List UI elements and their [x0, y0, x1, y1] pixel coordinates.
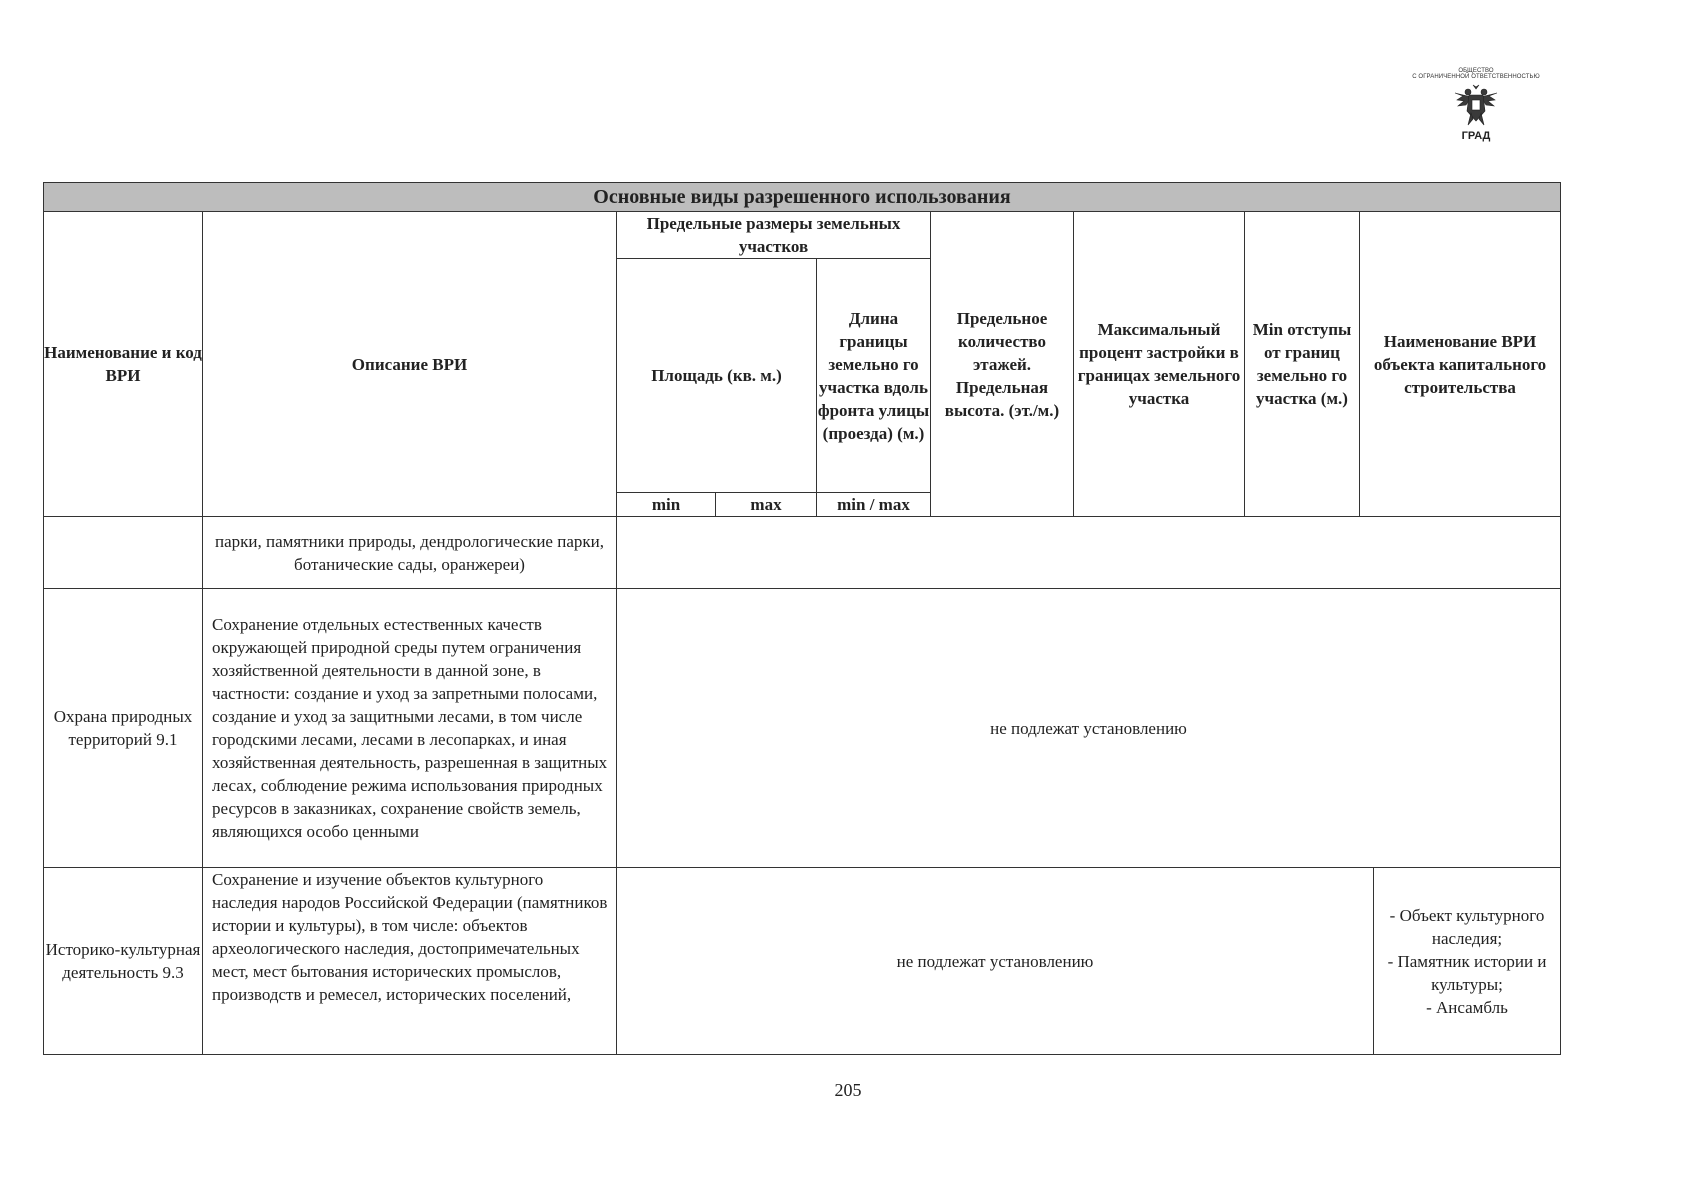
- row-params: [617, 517, 1561, 589]
- logo-org-line-1: ОБЩЕСТВО: [1458, 68, 1494, 74]
- row-name: [44, 517, 203, 589]
- table-row: [44, 517, 1561, 589]
- row-description: Сохранение и изучение объектов культурного наследия народов Российской Федерации (памятников истории и культуры), в том числе: объектов археологического наследия, достопримечательных мест, мест бытования исторических промыслов, производств и ремесел, исторических поселений,: [203, 868, 617, 1055]
- header-length-minmax: min / max: [817, 493, 931, 517]
- row-params: не подлежат установлению: [617, 868, 1374, 1055]
- row-name: Охрана природных территорий 9.1: [44, 589, 203, 868]
- logo-org-line-2: С ОГРАНИЧЕННОЙ ОТВЕТСТВЕННОСТЬЮ: [1412, 74, 1540, 80]
- header-max-percent: Максимальный процент застройки в границах земельного участка: [1074, 212, 1245, 517]
- header-boundary-length: Длина границы земельно го участка вдоль фронта улицы (проезда) (м.): [817, 259, 931, 493]
- table-row: [44, 589, 1561, 868]
- page-number: 205: [834, 1080, 862, 1100]
- header-description: Описание ВРИ: [203, 212, 617, 517]
- header-object-name: Наименование ВРИ объекта капитального строительства: [1360, 212, 1561, 517]
- table-title: Основные виды разрешенного использования: [44, 183, 1561, 212]
- header-limit-sizes: Предельные размеры земельных участков: [617, 212, 931, 259]
- row-description: парки, памятники природы, дендрологические парки, ботанические сады, оранжереи): [203, 517, 617, 589]
- header-min-setbacks: Min отступы от границ земельно го участка (м.): [1245, 212, 1360, 517]
- header-floors-height: Предельное количество этажей. Предельная высота. (эт./м.): [931, 212, 1074, 517]
- header-area-min: min: [617, 493, 716, 517]
- row-description: Сохранение отдельных естественных качеств окружающей природной среды путем ограничения хозяйственной деятельности в данной зоне, в частности: создание и уход за запретными полосами, создание и уход за защитными лесами, в том числе городскими лесами, лесами в лесопарках, и иная хозяйственная деятельность, разрешенная в защитных лесах, соблюдение режима использования природных ресурсов в заказниках, сохранение свойств земель, являющихся особо ценными: [203, 589, 617, 868]
- header-area: Площадь (кв. м.): [617, 259, 817, 493]
- row-objects: - Объект культурного наследия; - Памятник истории и культуры; - Ансамбль: [1374, 868, 1561, 1055]
- header-area-max: max: [716, 493, 817, 517]
- logo-brand: ГРАД: [1461, 130, 1491, 142]
- row-params: не подлежат установлению: [617, 589, 1561, 868]
- table-row: [44, 868, 1561, 1055]
- row-name: Историко-культурная деятельность 9.3: [44, 868, 203, 1055]
- permitted-use-table: [43, 182, 1561, 1055]
- header-name-code: Наименование и код ВРИ: [44, 212, 203, 517]
- double-headed-eagle-icon: [1451, 83, 1501, 129]
- company-logo: [1395, 68, 1557, 142]
